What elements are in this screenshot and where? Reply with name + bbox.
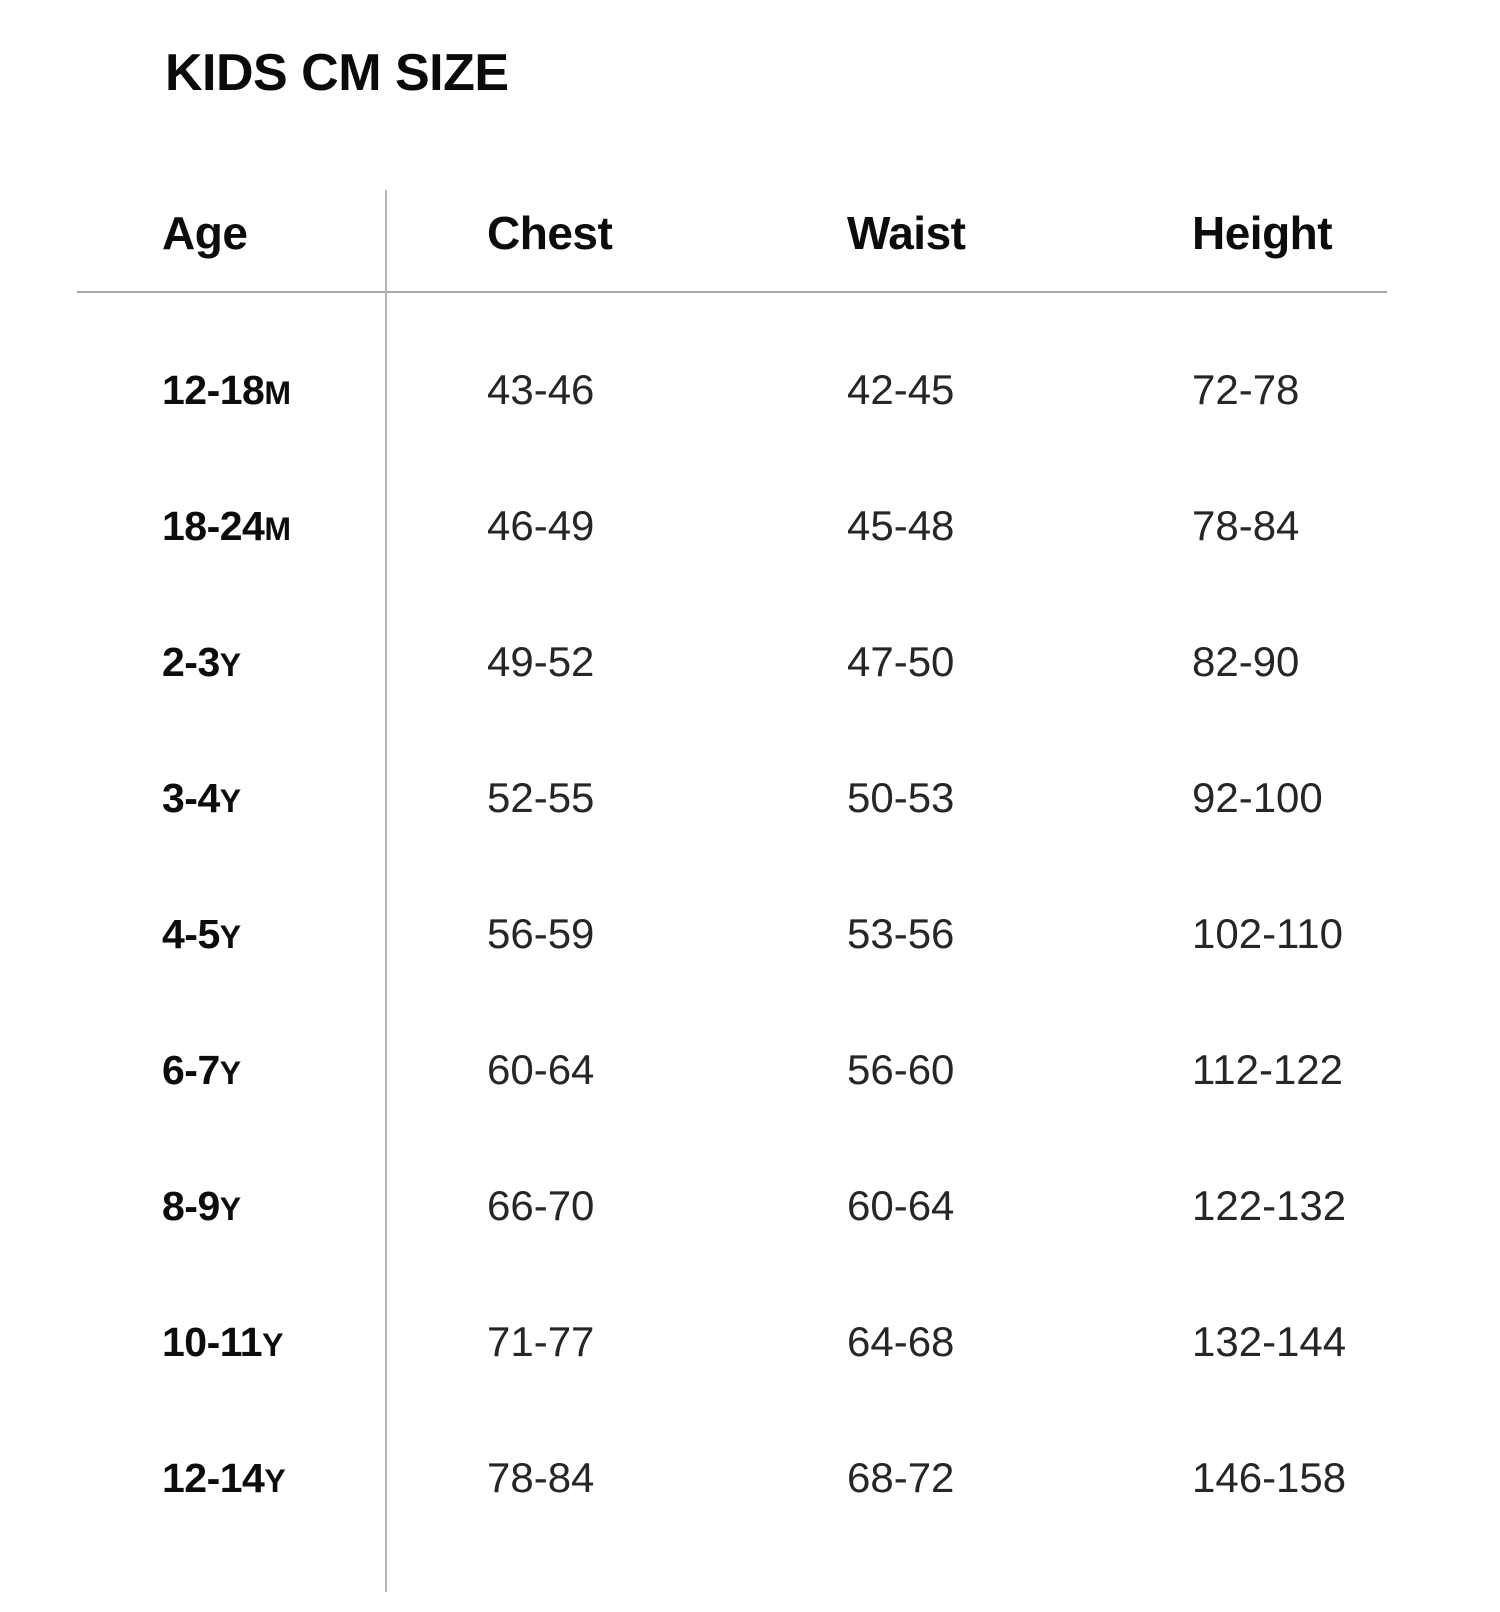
table-row (77, 1274, 1387, 1410)
age-unit: Y (262, 1326, 283, 1363)
page-title: KIDS CM SIZE (165, 43, 509, 102)
table-row (77, 322, 1387, 458)
age-range: 18-24 (162, 502, 265, 549)
chest-value: 52-55 (487, 774, 595, 821)
waist-value: 47-50 (847, 638, 955, 685)
table-body (77, 293, 1387, 1546)
age-range: 8-9 (162, 1182, 220, 1229)
waist-value: 45-48 (847, 502, 955, 549)
column-divider-line (385, 190, 387, 1592)
age-range: 10-11 (162, 1318, 263, 1365)
chest-value: 49-52 (487, 638, 595, 685)
age-unit: M (264, 374, 291, 411)
age-range: 6-7 (162, 1046, 220, 1093)
table-row (77, 594, 1387, 730)
age-unit: Y (219, 1190, 241, 1227)
table-row (77, 1410, 1387, 1546)
chest-value: 71-77 (487, 1318, 595, 1365)
height-value: 72-78 (1192, 366, 1300, 413)
chest-value: 56-59 (487, 910, 595, 957)
column-header-age: Age (162, 207, 248, 259)
waist-value: 64-68 (847, 1318, 955, 1365)
age-label (77, 639, 386, 686)
age-range: 12-18 (162, 366, 265, 413)
height-value: 146-158 (1192, 1454, 1347, 1501)
chest-value: 78-84 (487, 1454, 595, 1501)
age-label (77, 775, 386, 822)
age-label (77, 1183, 386, 1230)
age-range: 3-4 (162, 774, 220, 821)
age-range: 12-14 (162, 1454, 265, 1501)
height-value: 122-132 (1192, 1182, 1347, 1229)
age-unit: Y (219, 1054, 241, 1091)
waist-value: 42-45 (847, 366, 955, 413)
column-header-chest: Chest (487, 207, 613, 259)
table-header-row (77, 185, 1387, 293)
chest-value: 60-64 (487, 1046, 595, 1093)
column-header-height: Height (1192, 207, 1333, 259)
age-label (77, 911, 386, 958)
age-label (77, 1455, 386, 1502)
table-row (77, 1138, 1387, 1274)
table-row (77, 1002, 1387, 1138)
age-range: 2-3 (162, 638, 220, 685)
column-header-waist: Waist (847, 207, 966, 259)
age-label (77, 1047, 386, 1094)
table-row (77, 730, 1387, 866)
age-label (77, 367, 386, 414)
age-range: 4-5 (162, 910, 220, 957)
kids-cm-size-table (77, 185, 1387, 1546)
table-row (77, 458, 1387, 594)
age-unit: Y (219, 646, 241, 683)
waist-value: 60-64 (847, 1182, 955, 1229)
height-value: 82-90 (1192, 638, 1300, 685)
table-row (77, 866, 1387, 1002)
height-value: 112-122 (1192, 1046, 1344, 1093)
waist-value: 53-56 (847, 910, 955, 957)
height-value: 102-110 (1192, 910, 1344, 957)
height-value: 78-84 (1192, 502, 1300, 549)
age-label (77, 503, 386, 550)
age-unit: Y (219, 782, 241, 819)
chest-value: 43-46 (487, 366, 595, 413)
waist-value: 50-53 (847, 774, 955, 821)
chest-value: 66-70 (487, 1182, 595, 1229)
chest-value: 46-49 (487, 502, 595, 549)
age-unit: Y (219, 918, 241, 955)
waist-value: 56-60 (847, 1046, 955, 1093)
age-unit: Y (264, 1462, 286, 1499)
height-value: 132-144 (1192, 1318, 1347, 1365)
age-unit: M (264, 510, 291, 547)
waist-value: 68-72 (847, 1454, 955, 1501)
height-value: 92-100 (1192, 774, 1323, 821)
age-label (77, 1319, 386, 1366)
